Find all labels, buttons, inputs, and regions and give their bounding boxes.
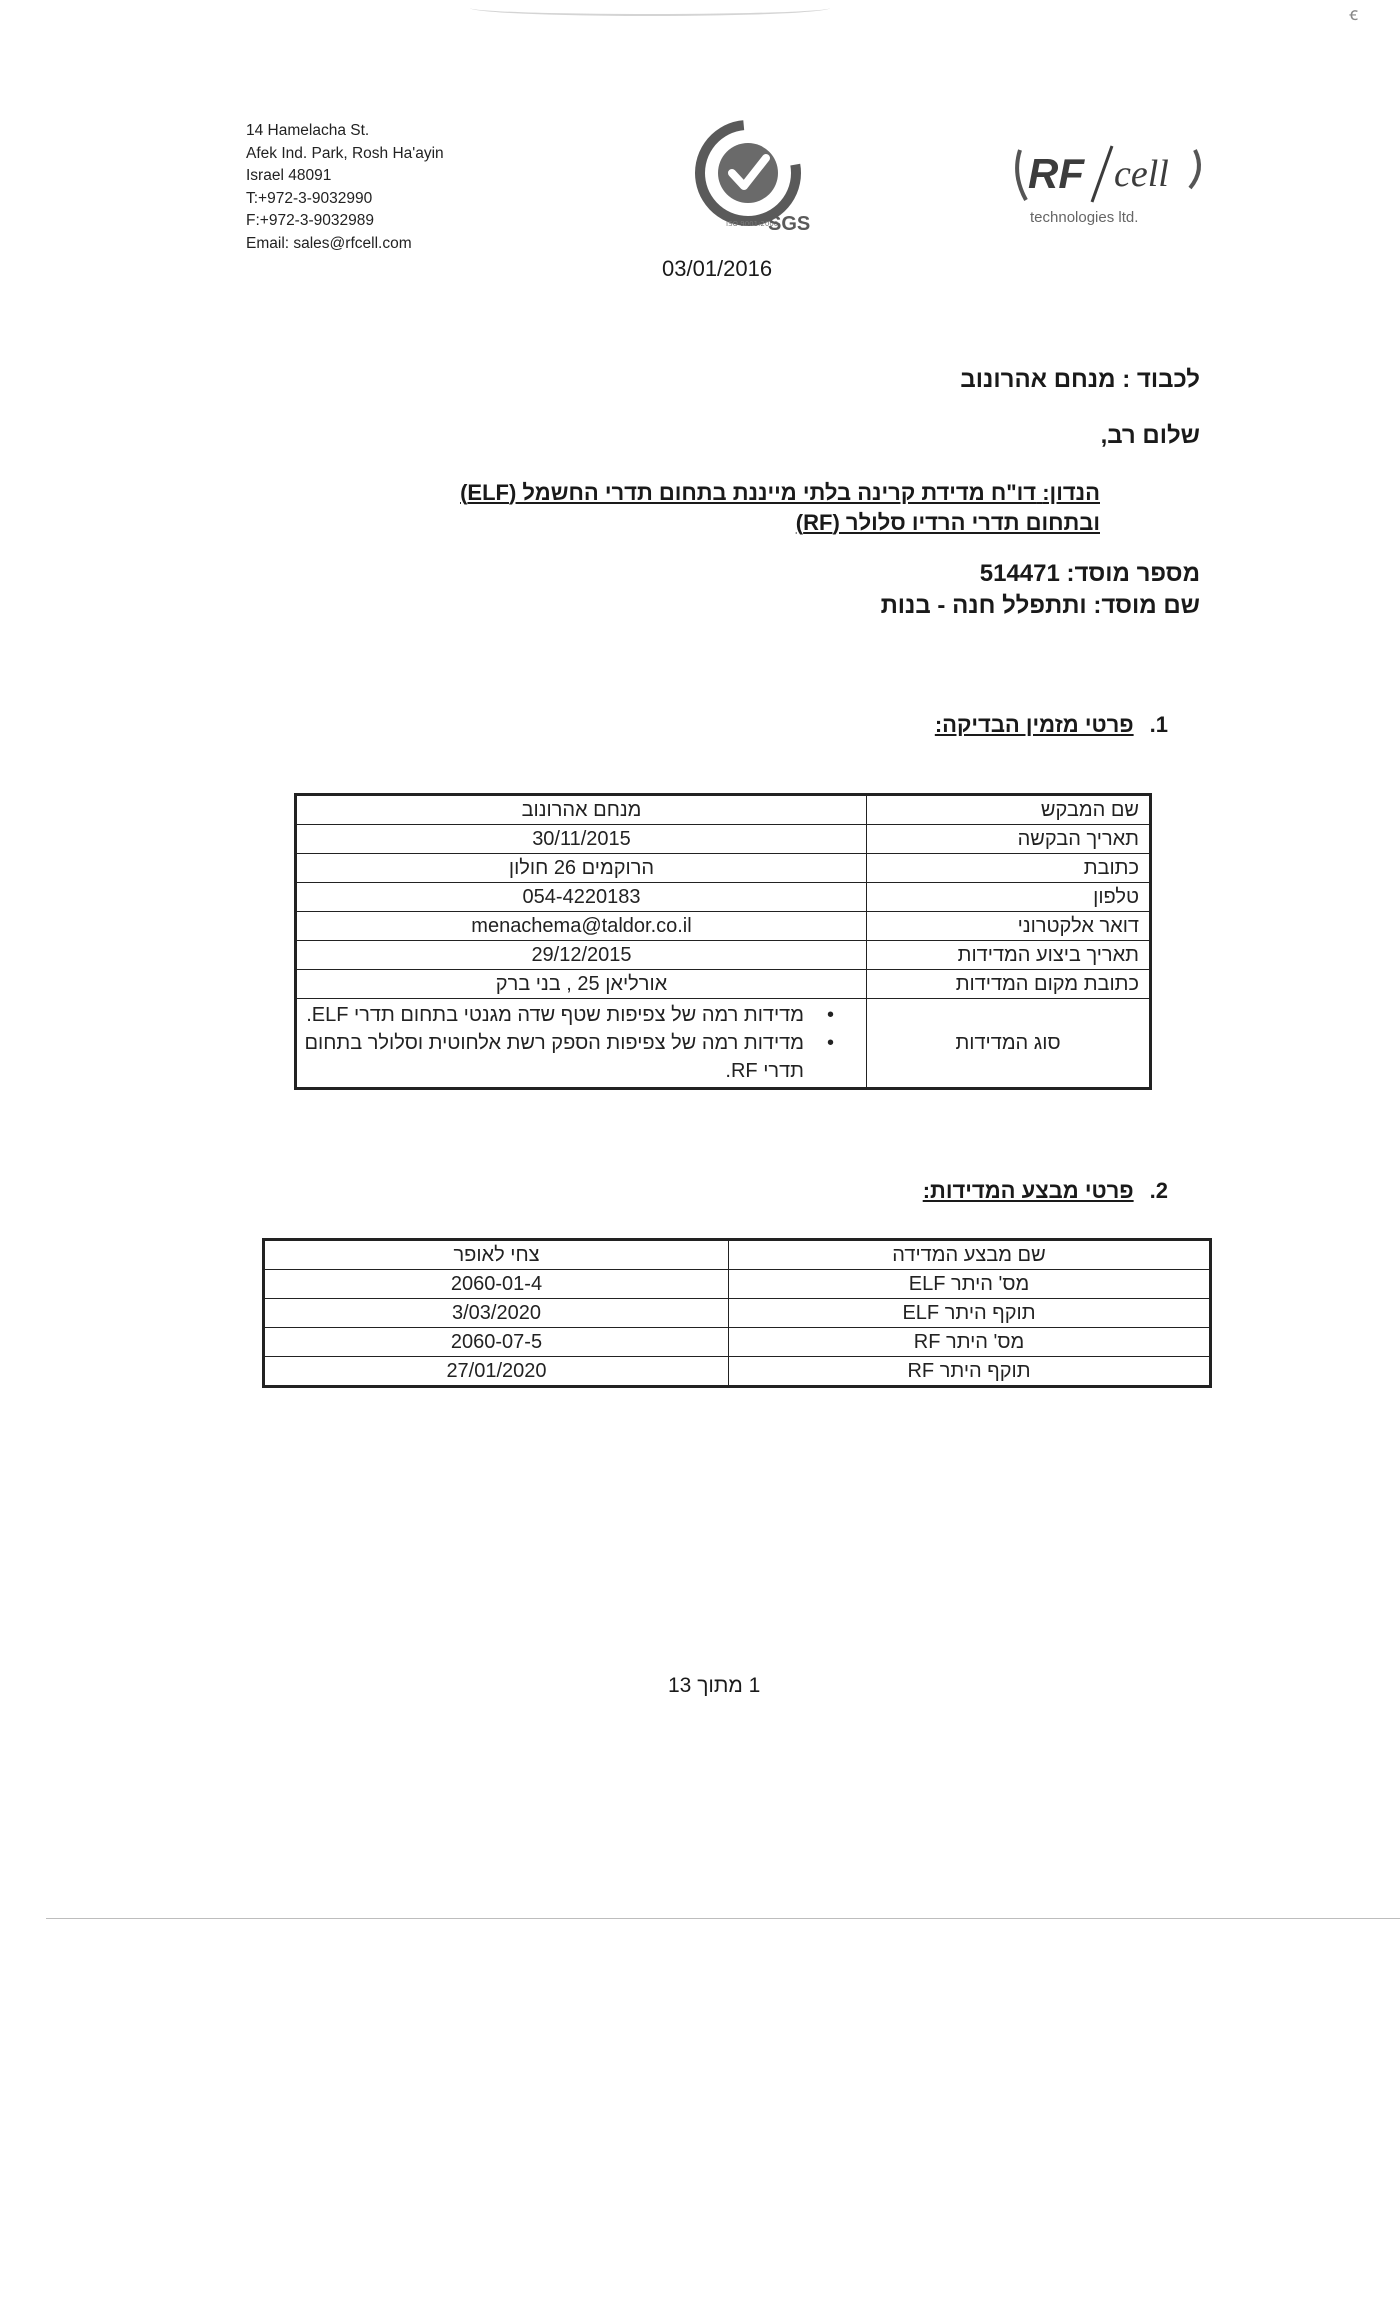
measurement-type-label: סוג המדידות xyxy=(867,999,1151,1089)
subject-label: הנדון: xyxy=(1042,480,1100,505)
greeting-line: שלום רב, xyxy=(1100,422,1200,449)
table-row xyxy=(296,883,1151,912)
row-value: אורליאן 25 , בני ברק xyxy=(296,970,867,999)
operator-details-table xyxy=(262,1238,1212,1388)
address-line: Email: sales@rfcell.com xyxy=(246,234,412,252)
table-row xyxy=(296,825,1151,854)
cert-mark-label: SGS xyxy=(768,213,811,235)
logo-cell: cell xyxy=(1114,153,1169,195)
row-value: הרוקמים 26 חולון xyxy=(296,854,867,883)
section1-number: 1. xyxy=(1149,712,1168,737)
logo-sub: technologies ltd. xyxy=(1030,209,1139,226)
subject-line-1 xyxy=(460,478,1100,508)
section2-number: 2. xyxy=(1149,1178,1168,1203)
row-label: תאריך ביצוע המדידות xyxy=(867,941,1151,970)
list-item: • מדידות רמה של צפיפות הספק רשת אלחוטית וסלולר בתחום תדרי RF. xyxy=(303,1029,834,1085)
address-line: F:+972-3-9032989 xyxy=(246,212,374,229)
subject-block xyxy=(460,478,1100,538)
row-value: menachema@taldor.co.il xyxy=(296,912,867,941)
subject-line-2: ובתחום תדרי הרדיו סלולר (RF) xyxy=(795,510,1100,535)
row-label: תוקף היתר RF xyxy=(729,1357,1211,1387)
subject-text-1: דו"ח מדידת קרינה בלתי מייננת בתחום תדרי החשמל (ELF) xyxy=(460,480,1037,505)
row-label: תוקף היתר ELF xyxy=(729,1299,1211,1328)
table-row xyxy=(264,1357,1211,1387)
table-row xyxy=(296,912,1151,941)
recipient-line: לכבוד : מנחם אהרונוב xyxy=(960,366,1200,393)
section1-title: פרטי מזמין הבדיקה: xyxy=(934,712,1134,737)
row-value: 27/01/2020 xyxy=(264,1357,729,1387)
address-line: Israel 48091 xyxy=(246,167,332,184)
scan-artifact-top xyxy=(470,0,830,16)
row-value: 30/11/2015 xyxy=(296,825,867,854)
institution-name: שם מוסד: ותתפלל חנה - בנות xyxy=(880,592,1200,619)
row-value: 29/12/2015 xyxy=(296,941,867,970)
row-label: מס' היתר ELF xyxy=(729,1270,1211,1299)
list-item: • מדידות רמה של צפיפות שטף שדה מגנטי בתחום תדרי ELF. xyxy=(303,1001,834,1029)
row-label: שם מבצע המדידה xyxy=(729,1240,1211,1270)
row-label: כתובת מקום המדידות xyxy=(867,970,1151,999)
rfcell-logo-icon xyxy=(1010,130,1220,240)
row-value: 2060-01-4 xyxy=(264,1270,729,1299)
address-line: 14 Hamelacha St. xyxy=(246,122,370,139)
table-row xyxy=(264,1299,1211,1328)
row-label: טלפון xyxy=(867,883,1151,912)
row-label: תאריך הבקשה xyxy=(867,825,1151,854)
row-label: דואר אלקטרוני xyxy=(867,912,1151,941)
scan-bottom-rule xyxy=(46,1918,1400,1919)
letter-date: 03/01/2016 xyxy=(662,256,773,281)
row-value: 3/03/2020 xyxy=(264,1299,729,1328)
row-value: 2060-07-5 xyxy=(264,1328,729,1357)
table-row xyxy=(264,1270,1211,1299)
row-label: שם המבקש xyxy=(867,795,1151,825)
table-row xyxy=(296,999,1151,1089)
cert-small-text: ISO 9001:2000 xyxy=(726,220,779,228)
requester-details-table xyxy=(294,793,1152,1090)
letterhead-address xyxy=(246,120,444,255)
table-row xyxy=(296,795,1151,825)
row-label: מס' היתר RF xyxy=(729,1328,1211,1357)
table-row xyxy=(264,1240,1211,1270)
row-value: צחי לאופר xyxy=(264,1240,729,1270)
table-row xyxy=(296,854,1151,883)
row-value: מנחם אהרונוב xyxy=(296,795,867,825)
address-line: Afek Ind. Park, Rosh Ha'ayin xyxy=(246,144,444,162)
table-row xyxy=(296,970,1151,999)
page-number: 1 מתוך 13 xyxy=(668,1674,761,1697)
address-line: T:+972-3-9032990 xyxy=(246,189,373,207)
row-value: 054-4220183 xyxy=(296,883,867,912)
section2-title: פרטי מבצע המדידות: xyxy=(922,1178,1134,1203)
scan-artifact-mark: ꞓ xyxy=(1349,4,1358,24)
measurement-type-list xyxy=(296,999,867,1089)
section2-heading xyxy=(923,1178,1168,1204)
table-row xyxy=(296,941,1151,970)
table-row xyxy=(264,1328,1211,1357)
logo-rf: RF xyxy=(1028,150,1084,197)
institution-number: מספר מוסד: 514471 xyxy=(979,560,1200,587)
section1-heading xyxy=(935,712,1168,738)
row-label: כתובת xyxy=(867,854,1151,883)
sgs-certification-seal-icon xyxy=(690,118,820,238)
